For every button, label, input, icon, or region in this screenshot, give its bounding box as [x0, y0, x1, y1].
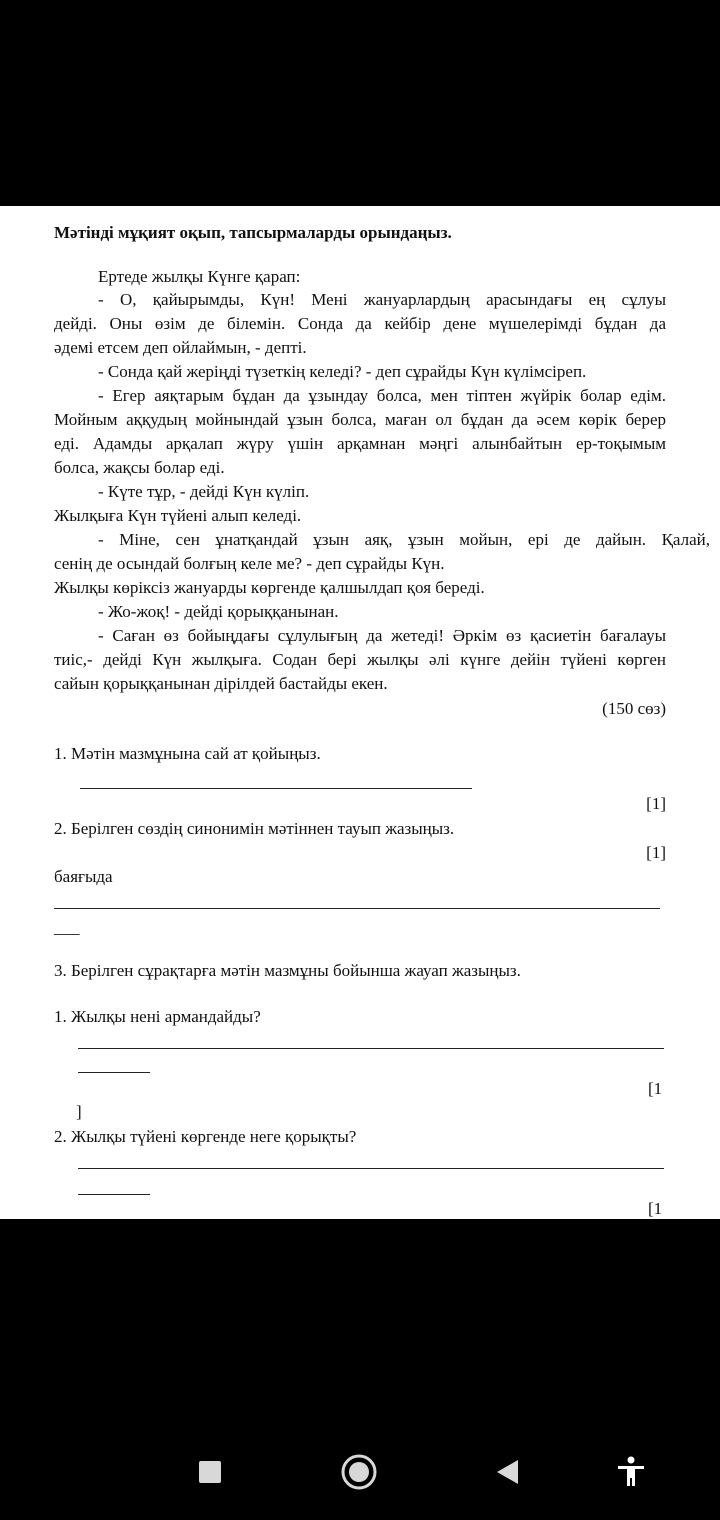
paragraph-line: тиіс,- дейді Күн жылқыға. Содан бері жылқы әлі күнге дейін түйені көрген: [54, 650, 666, 669]
paragraph-line: - О, қайырымды, Күн! Мені жануарлардың арасындағы ең сұлуы: [98, 290, 666, 309]
task1-question: 1. Мәтін мазмұнына сай ат қойыңыз.: [54, 744, 321, 763]
paragraph-line: болса, жақсы болар еді.: [54, 458, 225, 477]
paragraph-line: Мойным аққудың мойнындай ұзын болса, маған ол бұдан да әсем көрік берер: [54, 410, 666, 429]
recents-square-icon: [197, 1459, 223, 1485]
answer-dash: ___: [54, 918, 80, 937]
paragraph-line: - Жо-жоқ! - дейді қорыққанынан.: [98, 602, 339, 621]
answer-line: [54, 908, 660, 909]
paragraph-line: сайын қорыққанынан дірілдей бастайды екен.: [54, 674, 388, 693]
task3-q2: 2. Жылқы түйені көргенде неге қорықты?: [54, 1127, 357, 1146]
answer-line: [78, 1048, 664, 1049]
paragraph-line: - Саған өз бойыңдағы сұлулығың да жетеді! Әркім өз қасиетін бағалауы: [98, 626, 666, 645]
accessibility-button[interactable]: [606, 1450, 656, 1494]
task3-q1: 1. Жылқы нені армандайды?: [54, 1007, 261, 1026]
recents-button[interactable]: [185, 1450, 235, 1494]
paragraph-line: - Міне, сен ұнатқандай ұзын аяқ, ұзын мойын, ері де дайын. Қалай,: [98, 530, 710, 549]
answer-line: [78, 1168, 664, 1169]
document-page: [0, 206, 720, 1219]
paragraph-line: дейді. Оны өзім де білемін. Сонда да кейбір дене мүшелерімді бұдан да: [54, 314, 666, 333]
paragraph-line: Ертеде жылқы Күнге қарап:: [98, 267, 301, 286]
task3-q1-mark-close: ]: [76, 1102, 82, 1121]
answer-line-short: [78, 1194, 150, 1195]
paragraph-line: әдемі етсем деп ойлаймын, - депті.: [54, 338, 307, 357]
task2-mark: [1]: [646, 843, 666, 862]
task1-mark: [1]: [646, 794, 666, 813]
paragraph-line: Жылқы көріксіз жануарды көргенде қалшылдап қоя береді.: [54, 578, 485, 597]
paragraph-line: - Егер аяқтарым бұдан да ұзындау болса, мен тіптен жүйрік болар едім.: [98, 386, 666, 405]
back-button[interactable]: [482, 1450, 532, 1494]
answer-line-short: [78, 1072, 150, 1073]
accessibility-icon: [616, 1456, 646, 1488]
answer-line: [80, 788, 472, 789]
task2-question: 2. Берілген сөздің синонимін мәтіннен тауып жазыңыз.: [54, 819, 455, 838]
task3-question: 3. Берілген сұрақтарға мәтін мазмұны бойынша жауап жазыңыз.: [54, 961, 521, 980]
word-count: (150 сөз): [602, 699, 666, 718]
document-title: Мәтінді мұқият оқып, тапсырмаларды орындаңыз.: [54, 223, 452, 242]
task3-q1-mark-open: [1: [648, 1079, 663, 1098]
task2-word: баяғыда: [54, 867, 113, 886]
paragraph-line: Жылқыға Күн түйені алып келеді.: [54, 506, 302, 525]
paragraph-line: сенің де осындай болғың келе ме? - деп сұрайды Күн.: [54, 554, 445, 573]
android-navigation-bar: [0, 1420, 720, 1520]
back-triangle-icon: [494, 1458, 520, 1486]
paragraph-line: еді. Адамды арқалап жүру үшін арқамнан мәңгі алынбайтын ер-тоқымым: [54, 434, 666, 453]
task3-q2-mark-open: [1: [648, 1199, 663, 1218]
home-button[interactable]: [334, 1450, 384, 1494]
paragraph-line: - Күте тұр, - дейді Күн күліп.: [98, 482, 310, 501]
home-circle-icon: [339, 1452, 379, 1492]
paragraph-line: - Сонда қай жеріңді түзеткің келеді? - деп сұрайды Күн күлімсіреп.: [98, 362, 587, 381]
